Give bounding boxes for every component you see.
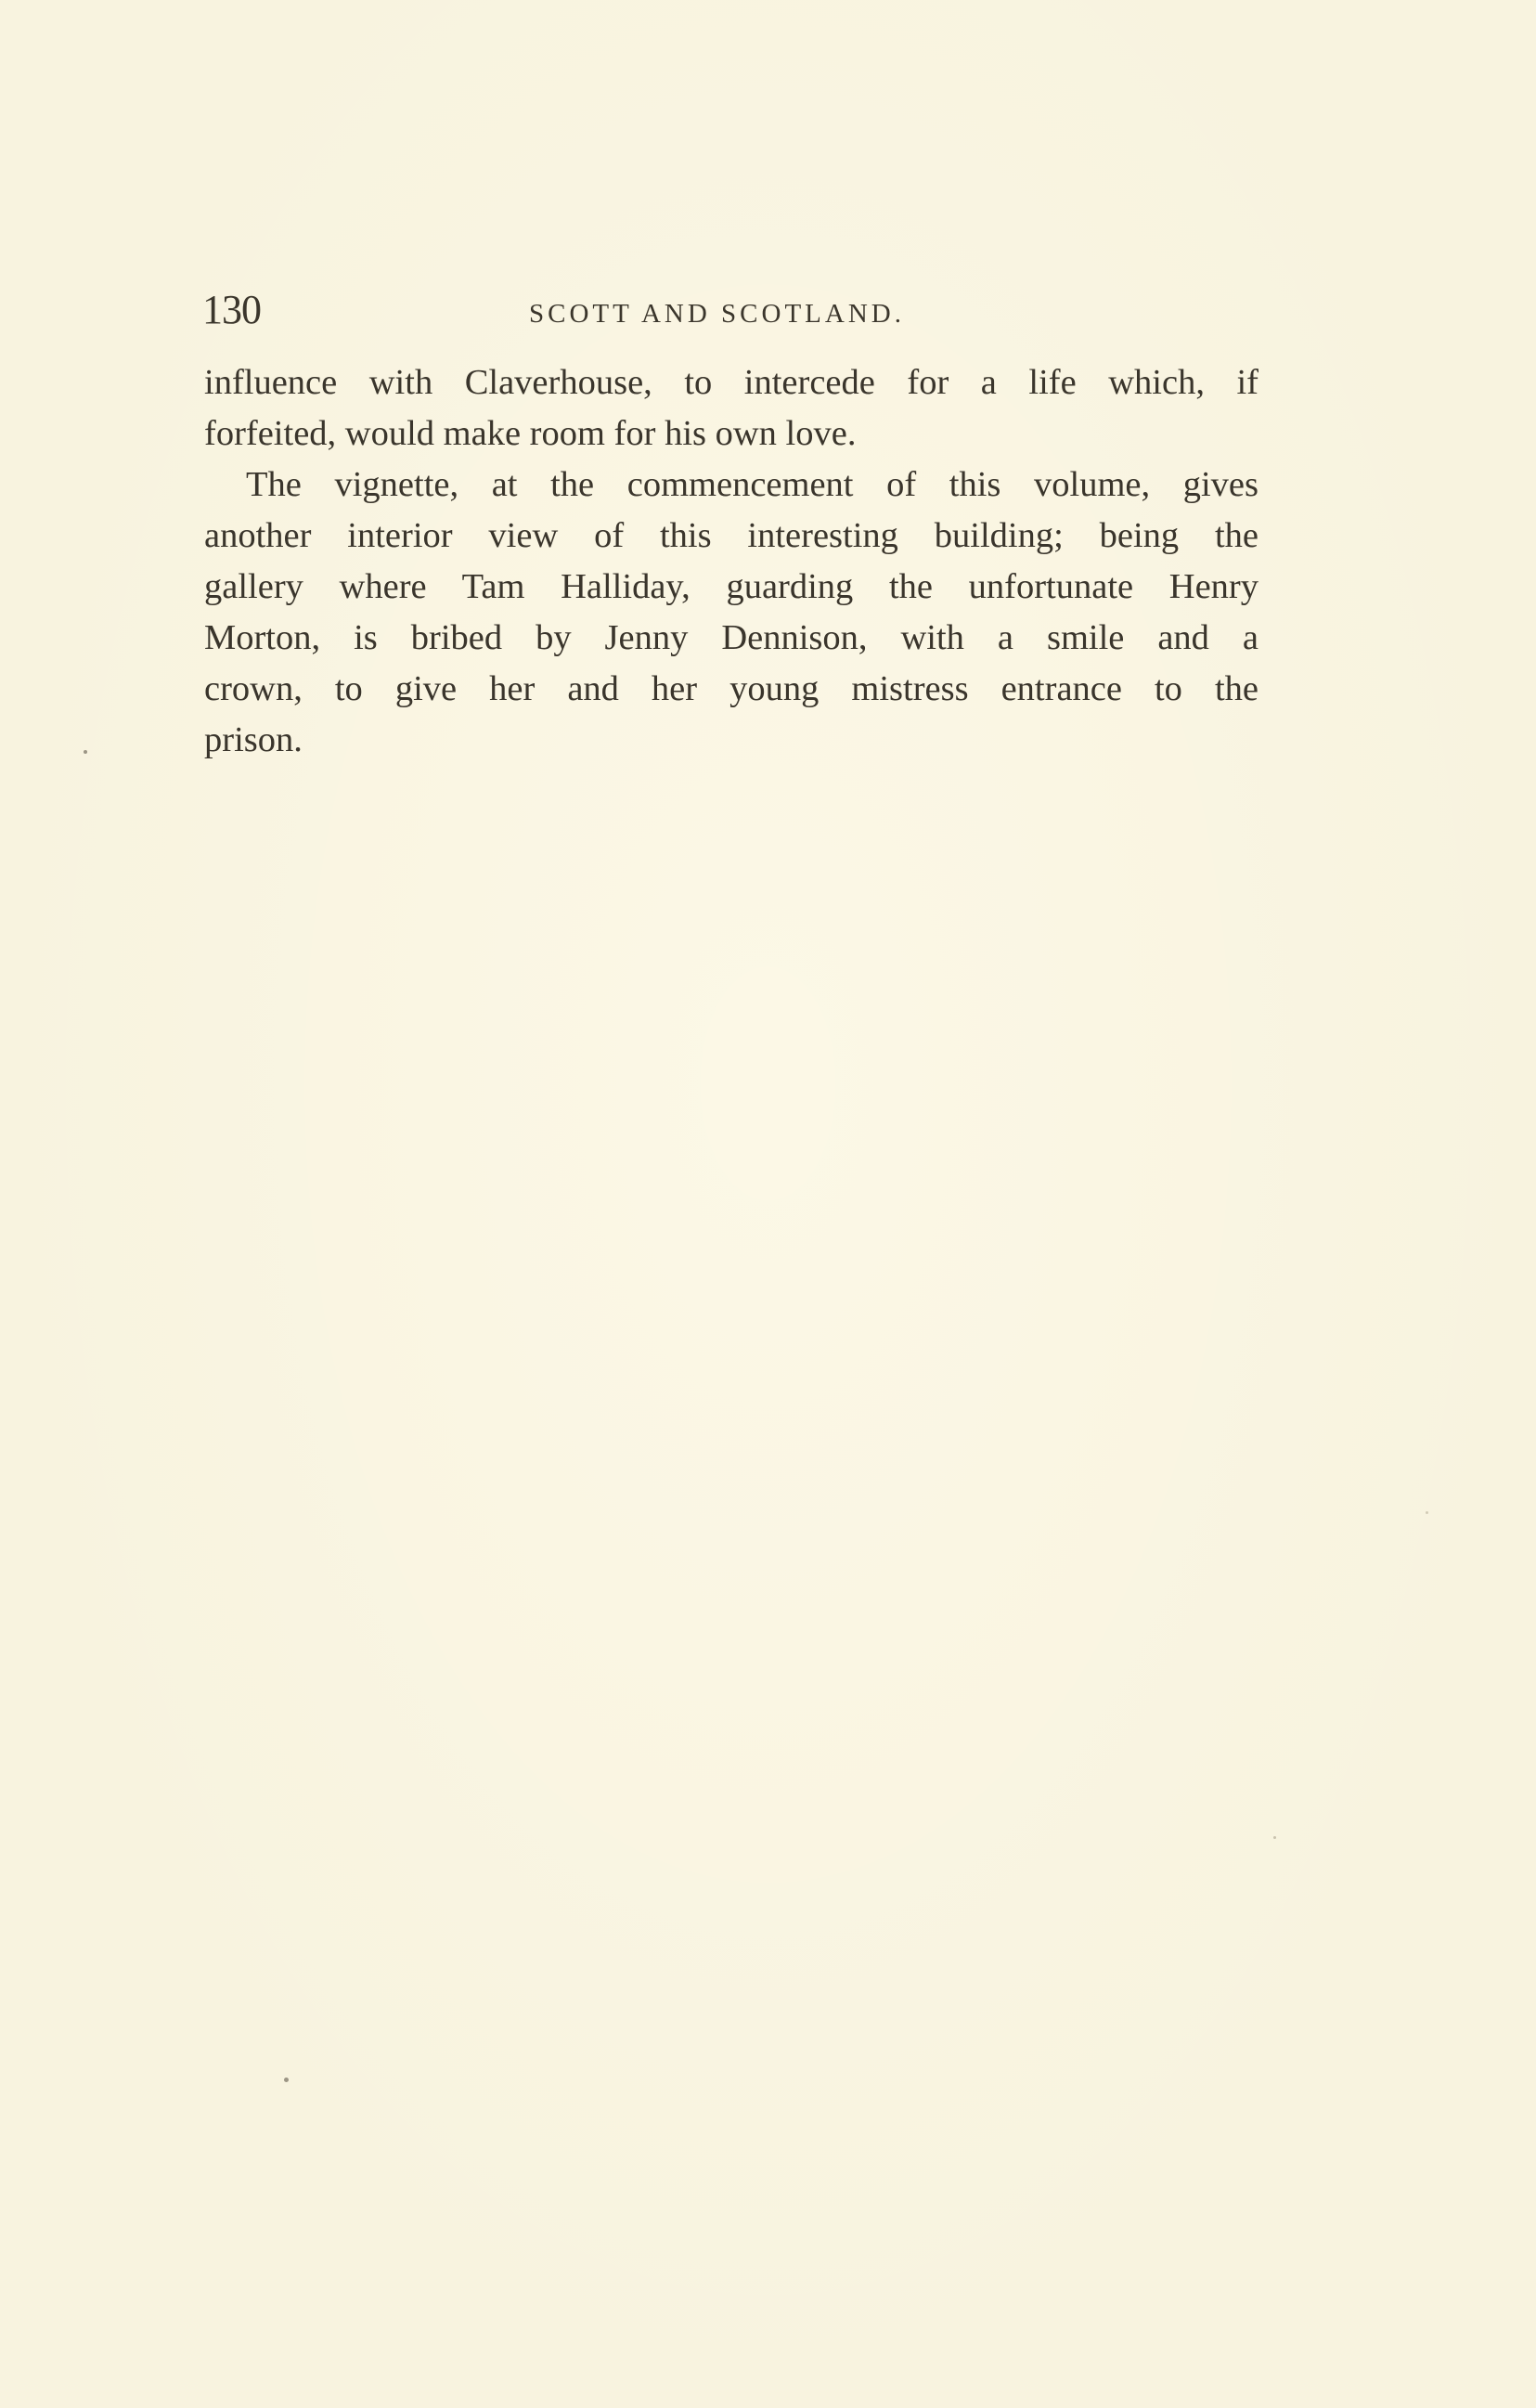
text-line: crown, to give her and her young mistress entrance to the — [204, 669, 1258, 708]
page-number: 130 — [202, 287, 261, 332]
running-title: SCOTT AND SCOTLAND. — [529, 299, 905, 329]
paper-speck — [284, 2078, 289, 2082]
paper-speck — [1273, 1836, 1276, 1839]
text-line: Morton, is bribed by Jenny Dennison, with a smile and a — [204, 618, 1258, 657]
paper-speck — [1426, 1511, 1428, 1514]
text-line: influence with Claverhouse, to intercede for a life which, if — [204, 363, 1258, 402]
text-line: gallery where Tam Halliday, guarding the unfortunate Henry — [204, 567, 1258, 606]
text-line: forfeited, would make room for his own love. — [204, 414, 857, 453]
running-head — [202, 286, 1260, 342]
text-line: The vignette, at the commencement of this volume, gives — [246, 465, 1258, 504]
paper-speck — [84, 750, 87, 754]
text-line: another interior view of this interesting building; being the — [204, 516, 1258, 555]
body-text — [204, 357, 1258, 766]
text-line: prison. — [204, 720, 303, 759]
